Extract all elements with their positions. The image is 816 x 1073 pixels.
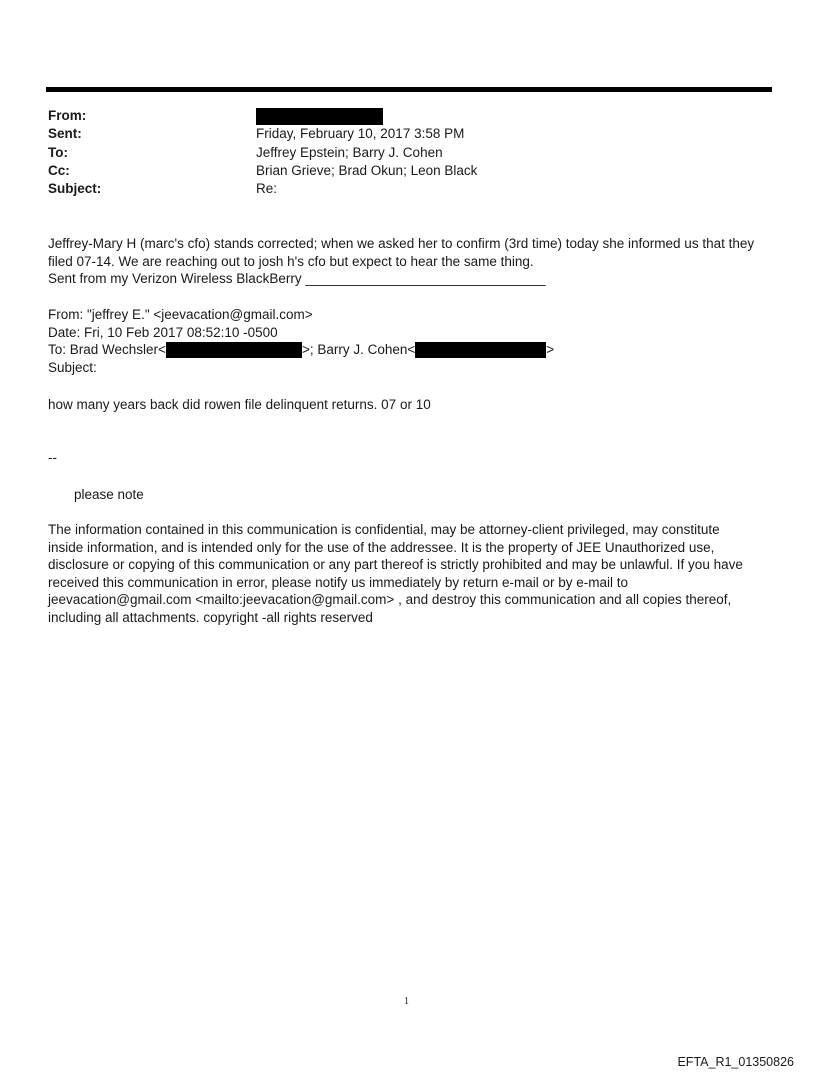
- quoted-header: [48, 306, 778, 376]
- redaction-box: [166, 342, 302, 358]
- cc-label: Cc:: [48, 163, 70, 178]
- redaction-box: [415, 342, 546, 358]
- quoted-to: [48, 341, 778, 359]
- sent-value: Friday, February 10, 2017 3:58 PM: [256, 126, 465, 141]
- to-label: To:: [48, 145, 68, 160]
- disclaimer-line-6: including all attachments. copyright -all rights reserved: [48, 609, 373, 625]
- from-value-redacted: [256, 107, 383, 125]
- quoted-question: [48, 396, 778, 414]
- please-note-text: please note: [74, 487, 144, 502]
- quoted-to-prefix: To: Brad Wechsler<: [48, 342, 166, 357]
- top-divider: [46, 87, 772, 92]
- subject-label: Subject:: [48, 181, 102, 196]
- disclaimer-line-2: inside information, and is intended only for the use of the addressee. It is the property of JEE Unauthorized use,: [48, 539, 715, 555]
- from-label: From:: [48, 108, 87, 123]
- quoted-to-suffix: >: [546, 342, 555, 357]
- please-note: [74, 486, 804, 504]
- sent-label: Sent:: [48, 126, 82, 141]
- page-number: 1: [404, 996, 409, 1007]
- subject-value: Re:: [256, 181, 278, 196]
- reply-line-3: Sent from my Verizon Wireless BlackBerry ________________________________: [48, 271, 546, 286]
- signature-dashes: [48, 449, 778, 467]
- quoted-date: Date: Fri, 10 Feb 2017 08:52:10 -0500: [48, 324, 278, 340]
- dashes-text: --: [48, 450, 57, 465]
- cc-value: Brian Grieve; Brad Okun; Leon Black: [256, 163, 478, 178]
- reply-line-2: filed 07-14. We are reaching out to josh h's cfo but expect to hear the same thing.: [48, 253, 534, 269]
- disclaimer-line-5: jeevacation@gmail.com <mailto:jeevacation@gmail.com> , and destroy this communication and all copies thereof,: [48, 592, 732, 607]
- disclaimer-line-1: The information contained in this communication is confidential, may be attorney-client privileged, may constitute: [48, 522, 720, 537]
- quoted-from: From: "jeffrey E." <jeevacation@gmail.com>: [48, 307, 313, 322]
- document-id: EFTA_R1_01350826: [677, 1055, 794, 1069]
- disclaimer-line-3: disclosure or copying of this communication or any part thereof is strictly prohibited and may be unlawful. If you have: [48, 557, 743, 572]
- reply-message: [48, 235, 778, 288]
- question-text: how many years back did rowen file delinquent returns. 07 or 10: [48, 397, 431, 412]
- quoted-to-mid: >; Barry J. Cohen<: [301, 342, 416, 357]
- to-value: Jeffrey Epstein; Barry J. Cohen: [256, 145, 443, 160]
- reply-line-1: Jeffrey-Mary H (marc's cfo) stands corrected; when we asked her to confirm (3rd time) today she informed us that they: [48, 236, 755, 251]
- quoted-subject: Subject:: [48, 359, 97, 375]
- disclaimer-line-4: received this communication in error, please notify us immediately by return e-mail or by e-mail to: [48, 574, 628, 590]
- disclaimer: [48, 521, 778, 626]
